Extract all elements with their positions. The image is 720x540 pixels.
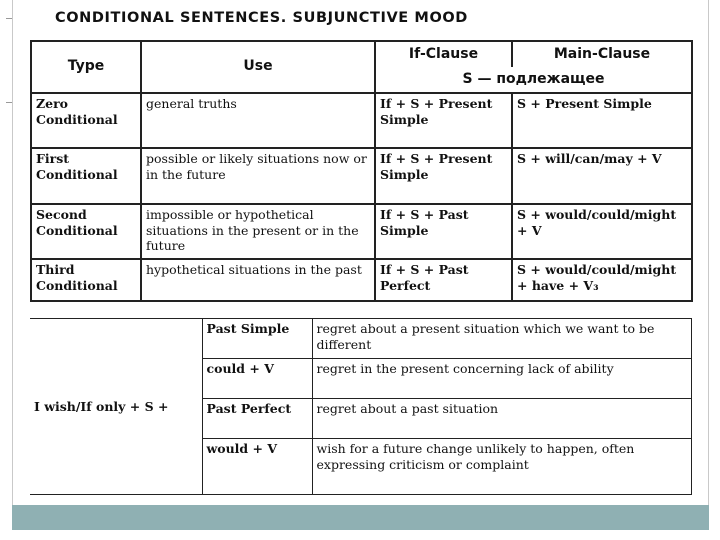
conditional-use: general truths bbox=[141, 93, 375, 148]
conditional-type: Zero Conditional bbox=[31, 93, 141, 148]
wish-meaning: regret in the present concerning lack of ability bbox=[312, 359, 691, 399]
table-row bbox=[31, 93, 692, 148]
wish-form: Past Simple bbox=[202, 319, 312, 359]
conditional-use: impossible or hypothetical situations in the present or in the future bbox=[141, 204, 375, 259]
conditional-if-clause: If + S + Present Simple bbox=[375, 148, 512, 204]
wish-form: Past Perfect bbox=[202, 399, 312, 439]
conditional-if-clause: If + S + Present Simple bbox=[375, 93, 512, 148]
header-main-clause: Main-Clause bbox=[512, 41, 692, 67]
header-if-clause: If-Clause bbox=[375, 41, 512, 67]
conditional-type: Third Conditional bbox=[31, 259, 141, 301]
table-row bbox=[31, 204, 692, 259]
header-subject-note: S — подлежащее bbox=[375, 67, 692, 93]
conditional-main-clause: S + would/could/might + have + V₃ bbox=[512, 259, 692, 301]
conditional-use: hypothetical situations in the past bbox=[141, 259, 375, 301]
wish-label: I wish/If only + S + bbox=[30, 319, 202, 495]
slide-tick bbox=[6, 102, 12, 103]
wish-table bbox=[30, 318, 692, 495]
conditionals-table bbox=[30, 40, 693, 302]
page-title: CONDITIONAL SENTENCES. SUBJUNCTIVE MOOD bbox=[55, 10, 468, 26]
slide-tick bbox=[6, 18, 12, 19]
conditional-type: Second Conditional bbox=[31, 204, 141, 259]
slide-frame-right bbox=[708, 0, 709, 505]
conditional-if-clause: If + S + Past Perfect bbox=[375, 259, 512, 301]
conditional-use: possible or likely situations now or in the future bbox=[141, 148, 375, 204]
header-type: Type bbox=[31, 41, 141, 93]
table-row bbox=[30, 319, 691, 359]
wish-meaning: wish for a future change unlikely to happen, often expressing criticism or complaint bbox=[312, 439, 691, 495]
conditional-if-clause: If + S + Past Simple bbox=[375, 204, 512, 259]
conditional-main-clause: S + would/could/might + V bbox=[512, 204, 692, 259]
wish-form: could + V bbox=[202, 359, 312, 399]
conditional-main-clause: S + Present Simple bbox=[512, 93, 692, 148]
table-row bbox=[31, 148, 692, 204]
conditional-main-clause: S + will/can/may + V bbox=[512, 148, 692, 204]
wish-meaning: regret about a past situation bbox=[312, 399, 691, 439]
wish-meaning: regret about a present situation which we want to be different bbox=[312, 319, 691, 359]
wish-form: would + V bbox=[202, 439, 312, 495]
slide-frame-left bbox=[12, 0, 13, 505]
table-row bbox=[31, 259, 692, 301]
conditional-type: First Conditional bbox=[31, 148, 141, 204]
slide-footer-bar bbox=[12, 505, 709, 530]
header-use: Use bbox=[141, 41, 375, 93]
